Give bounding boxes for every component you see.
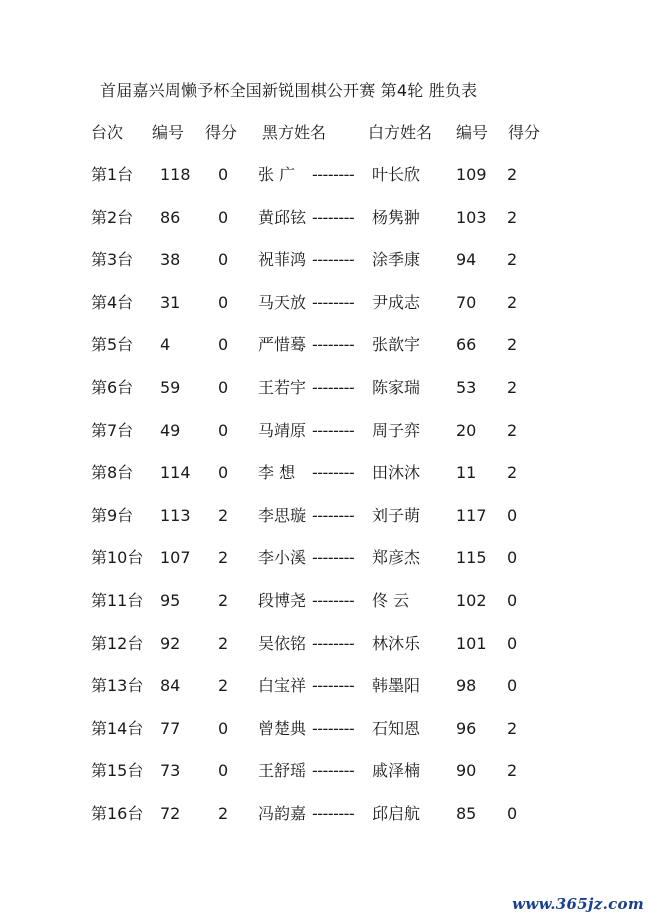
table-row bbox=[0, 332, 650, 358]
black-score-cell: 0 bbox=[218, 292, 229, 312]
header-black-score: 得分 bbox=[205, 123, 238, 142]
black-name-cell: 吴依铭 bbox=[258, 633, 307, 653]
table-row bbox=[0, 716, 650, 742]
black-name-cell: 严惜蓦 bbox=[258, 335, 307, 355]
table-cell: 第7台 bbox=[91, 420, 134, 440]
black-number-cell: 95 bbox=[160, 591, 181, 610]
black-number-cell: 77 bbox=[160, 718, 181, 738]
white-score-cell: 2 bbox=[507, 378, 518, 397]
white-number-cell: 94 bbox=[456, 250, 477, 270]
white-number-cell: 109 bbox=[456, 165, 487, 184]
black-name-cell: 李 想 bbox=[258, 463, 296, 483]
white-number-cell: 102 bbox=[456, 591, 487, 610]
black-name-cell: 段博尧 bbox=[258, 591, 307, 610]
table-cell: 第2台 bbox=[91, 207, 134, 227]
table-cell: 第8台 bbox=[91, 463, 134, 483]
table-cell: 第16台 bbox=[91, 804, 144, 823]
black-score-cell: 2 bbox=[218, 804, 229, 823]
versus-dash: -------- bbox=[312, 633, 355, 653]
white-number-cell: 98 bbox=[456, 676, 477, 696]
white-number-cell: 70 bbox=[456, 292, 477, 312]
white-name-cell: 叶长欣 bbox=[372, 165, 421, 184]
white-name-cell: 韩墨阳 bbox=[372, 676, 421, 696]
black-number-cell: 38 bbox=[160, 250, 181, 270]
black-name-cell: 黄邱铉 bbox=[258, 207, 307, 227]
black-score-cell: 2 bbox=[218, 676, 229, 696]
white-number-cell: 20 bbox=[456, 420, 477, 440]
versus-dash: -------- bbox=[312, 676, 355, 696]
black-score-cell: 0 bbox=[218, 718, 229, 738]
table-row bbox=[0, 375, 650, 401]
versus-dash: -------- bbox=[312, 335, 355, 355]
white-score-cell: 0 bbox=[507, 633, 518, 653]
table-row bbox=[0, 503, 650, 529]
header-black-name: 黑方姓名 bbox=[262, 123, 327, 142]
white-name-cell: 刘子萌 bbox=[372, 505, 421, 525]
table-row bbox=[0, 205, 650, 231]
black-score-cell: 0 bbox=[218, 420, 229, 440]
black-number-cell: 114 bbox=[160, 463, 191, 483]
white-number-cell: 96 bbox=[456, 718, 477, 738]
black-name-cell: 祝菲鸿 bbox=[258, 250, 307, 270]
header-black-number: 编号 bbox=[152, 123, 185, 142]
black-score-cell: 2 bbox=[218, 591, 229, 610]
table-header bbox=[0, 120, 650, 146]
white-name-cell: 石知恩 bbox=[372, 718, 421, 738]
black-number-cell: 92 bbox=[160, 633, 181, 653]
table-cell: 第13台 bbox=[91, 676, 144, 696]
versus-dash: -------- bbox=[312, 165, 355, 184]
table-row bbox=[0, 418, 650, 444]
white-name-cell: 尹成志 bbox=[372, 292, 421, 312]
table-cell: 第12台 bbox=[91, 633, 144, 653]
versus-dash: -------- bbox=[312, 548, 355, 568]
black-score-cell: 0 bbox=[218, 207, 229, 227]
table-cell: 第4台 bbox=[91, 292, 134, 312]
table-cell: 第5台 bbox=[91, 335, 134, 355]
white-name-cell: 张歆宇 bbox=[372, 335, 421, 355]
black-name-cell: 李小溪 bbox=[258, 548, 307, 568]
black-name-cell: 李思璇 bbox=[258, 505, 307, 525]
white-score-cell: 0 bbox=[507, 548, 518, 568]
white-number-cell: 115 bbox=[456, 548, 487, 568]
white-name-cell: 戚泽楠 bbox=[372, 761, 421, 781]
black-number-cell: 107 bbox=[160, 548, 191, 568]
table-cell: 第15台 bbox=[91, 761, 144, 781]
table-row bbox=[0, 801, 650, 827]
table-cell: 第11台 bbox=[91, 591, 144, 610]
black-name-cell: 马靖原 bbox=[258, 420, 307, 440]
white-name-cell: 田沐沐 bbox=[372, 463, 421, 483]
white-number-cell: 90 bbox=[456, 761, 477, 781]
black-number-cell: 4 bbox=[160, 335, 171, 355]
black-name-cell: 张 广 bbox=[258, 165, 296, 184]
white-score-cell: 2 bbox=[507, 463, 518, 483]
white-name-cell: 周子弈 bbox=[372, 420, 421, 440]
black-name-cell: 王若宇 bbox=[258, 378, 307, 397]
black-score-cell: 0 bbox=[218, 463, 229, 483]
table-cell: 第1台 bbox=[91, 165, 134, 184]
white-name-cell: 陈家瑞 bbox=[372, 378, 421, 397]
header-white-number: 编号 bbox=[456, 123, 489, 142]
black-number-cell: 86 bbox=[160, 207, 181, 227]
table-row bbox=[0, 545, 650, 571]
white-number-cell: 101 bbox=[456, 633, 487, 653]
black-number-cell: 31 bbox=[160, 292, 181, 312]
table-row bbox=[0, 247, 650, 273]
table-row bbox=[0, 758, 650, 784]
white-number-cell: 11 bbox=[456, 463, 477, 483]
white-score-cell: 0 bbox=[507, 804, 518, 823]
table-row bbox=[0, 460, 650, 486]
table-row bbox=[0, 588, 650, 614]
versus-dash: -------- bbox=[312, 761, 355, 781]
white-score-cell: 2 bbox=[507, 165, 518, 184]
black-score-cell: 2 bbox=[218, 548, 229, 568]
versus-dash: -------- bbox=[312, 292, 355, 312]
site-watermark: www.365jz.com bbox=[512, 895, 644, 913]
table-cell: 第14台 bbox=[91, 718, 144, 738]
white-number-cell: 85 bbox=[456, 804, 477, 823]
versus-dash: -------- bbox=[312, 420, 355, 440]
black-name-cell: 王舒瑶 bbox=[258, 761, 307, 781]
black-score-cell: 0 bbox=[218, 378, 229, 397]
black-score-cell: 0 bbox=[218, 761, 229, 781]
black-name-cell: 马天放 bbox=[258, 292, 307, 312]
header-white-score: 得分 bbox=[508, 123, 541, 142]
black-name-cell: 白宝祥 bbox=[258, 676, 307, 696]
header-table: 台次 bbox=[91, 123, 124, 142]
table-cell: 第6台 bbox=[91, 378, 134, 397]
white-score-cell: 2 bbox=[507, 420, 518, 440]
black-name-cell: 曾楚典 bbox=[258, 718, 307, 738]
white-score-cell: 0 bbox=[507, 676, 518, 696]
header-white-name: 白方姓名 bbox=[368, 123, 433, 142]
versus-dash: -------- bbox=[312, 591, 355, 610]
black-score-cell: 0 bbox=[218, 335, 229, 355]
document-title: 首届嘉兴周懒予杯全国新锐围棋公开赛 第4轮 胜负表 bbox=[100, 81, 478, 100]
table-row bbox=[0, 162, 650, 188]
versus-dash: -------- bbox=[312, 378, 355, 397]
white-name-cell: 佟 云 bbox=[372, 591, 410, 610]
white-score-cell: 2 bbox=[507, 718, 518, 738]
black-score-cell: 0 bbox=[218, 165, 229, 184]
white-name-cell: 邱启航 bbox=[372, 804, 421, 823]
black-number-cell: 59 bbox=[160, 378, 181, 397]
white-number-cell: 66 bbox=[456, 335, 477, 355]
white-number-cell: 53 bbox=[456, 378, 477, 397]
black-number-cell: 113 bbox=[160, 505, 191, 525]
table-cell: 第3台 bbox=[91, 250, 134, 270]
versus-dash: -------- bbox=[312, 463, 355, 483]
black-score-cell: 2 bbox=[218, 633, 229, 653]
white-number-cell: 117 bbox=[456, 505, 487, 525]
black-score-cell: 0 bbox=[218, 250, 229, 270]
versus-dash: -------- bbox=[312, 718, 355, 738]
black-number-cell: 49 bbox=[160, 420, 181, 440]
white-name-cell: 涂季康 bbox=[372, 250, 421, 270]
white-score-cell: 2 bbox=[507, 207, 518, 227]
table-row bbox=[0, 290, 650, 316]
white-name-cell: 郑彦杰 bbox=[372, 548, 421, 568]
table-cell: 第10台 bbox=[91, 548, 144, 568]
black-number-cell: 118 bbox=[160, 165, 191, 184]
black-number-cell: 73 bbox=[160, 761, 181, 781]
versus-dash: -------- bbox=[312, 505, 355, 525]
versus-dash: -------- bbox=[312, 250, 355, 270]
table-cell: 第9台 bbox=[91, 505, 134, 525]
white-score-cell: 0 bbox=[507, 591, 518, 610]
white-score-cell: 2 bbox=[507, 250, 518, 270]
white-score-cell: 2 bbox=[507, 335, 518, 355]
table-row bbox=[0, 631, 650, 657]
black-score-cell: 2 bbox=[218, 505, 229, 525]
table-row bbox=[0, 673, 650, 699]
versus-dash: -------- bbox=[312, 207, 355, 227]
white-score-cell: 0 bbox=[507, 505, 518, 525]
black-number-cell: 84 bbox=[160, 676, 181, 696]
white-score-cell: 2 bbox=[507, 292, 518, 312]
white-number-cell: 103 bbox=[456, 207, 487, 227]
versus-dash: -------- bbox=[312, 804, 355, 823]
white-score-cell: 2 bbox=[507, 761, 518, 781]
black-name-cell: 冯韵嘉 bbox=[258, 804, 307, 823]
white-name-cell: 杨隽翀 bbox=[372, 207, 421, 227]
black-number-cell: 72 bbox=[160, 804, 181, 823]
white-name-cell: 林沐乐 bbox=[372, 633, 421, 653]
